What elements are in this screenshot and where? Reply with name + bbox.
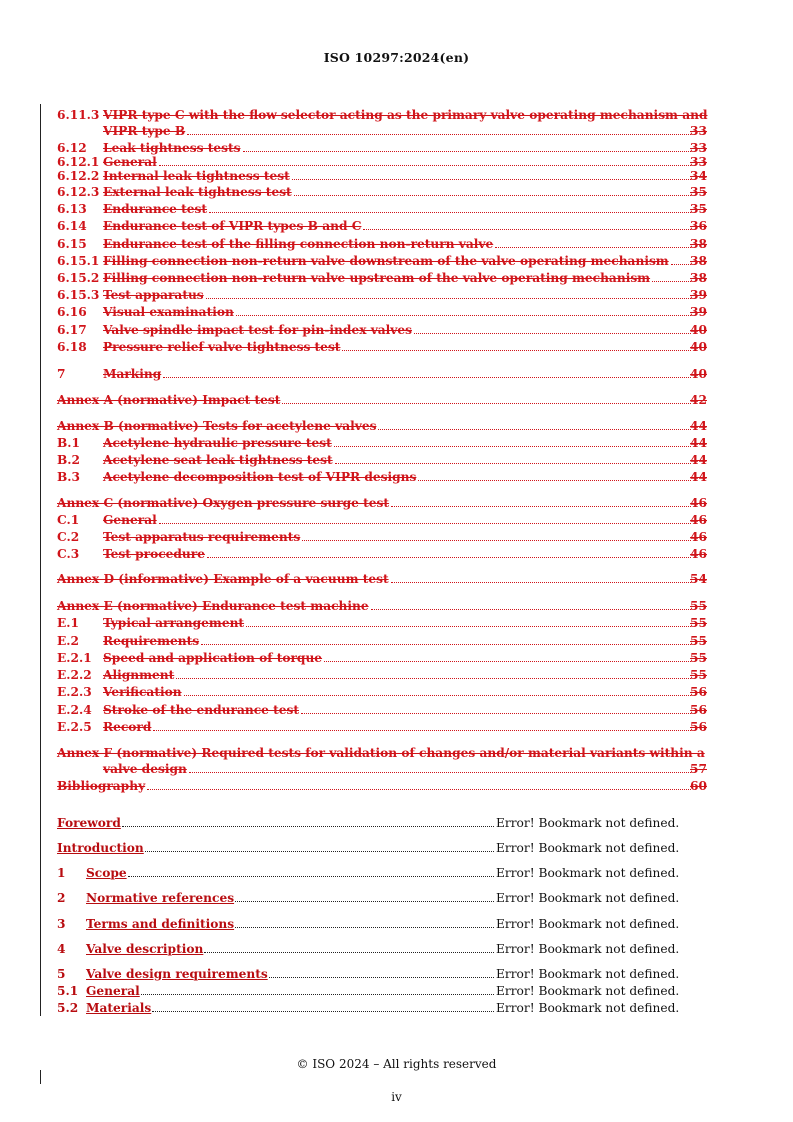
toc-entry-label	[57, 703, 299, 717]
toc-entry-deleted[interactable]	[57, 599, 707, 613]
toc-entry-label	[57, 202, 207, 216]
bookmark-error-text: Error! Bookmark not defined.	[496, 967, 680, 981]
toc-entry-number: C.1	[57, 513, 80, 527]
toc-entry-title: Acetylene seat leak tightness test	[103, 453, 333, 467]
toc-entry-title: Scope	[86, 866, 127, 880]
toc-entry-number: 7	[57, 367, 66, 381]
toc-entry-deleted[interactable]	[57, 323, 707, 337]
toc-entry-number: 6.18	[57, 340, 87, 354]
toc-entry-label	[57, 393, 280, 407]
toc-entry-label	[57, 668, 174, 682]
toc-entry-page: 44	[690, 453, 707, 467]
toc-entry-title: Speed and application of torque	[103, 651, 323, 665]
toc-entry-deleted[interactable]	[57, 470, 707, 484]
page-number: iv	[391, 1090, 402, 1104]
toc-entry-label	[57, 942, 203, 956]
bookmark-error-text: Error! Bookmark not defined.	[496, 984, 680, 998]
toc-dot-leader	[371, 609, 691, 610]
document-header: ISO 10297:2024(en)	[323, 50, 470, 65]
toc-entry-label	[57, 746, 705, 760]
toc-entry-title: Internal leak tightness test	[103, 169, 290, 183]
toc-entry-title: Materials	[86, 1001, 152, 1015]
toc-entry-label	[57, 340, 340, 354]
toc-entry-number: 4	[57, 942, 66, 956]
toc-dot-leader	[176, 678, 691, 679]
toc-entry-label	[57, 367, 161, 381]
toc-entry-title: Valve spindle impact test for pin-index valves	[103, 323, 413, 337]
toc-entry-title: Foreword	[57, 816, 121, 830]
toc-entry-label	[57, 685, 182, 699]
toc-entry-label	[57, 891, 234, 905]
toc-entry-label	[57, 419, 376, 433]
bookmark-error-text: Error! Bookmark not defined.	[496, 942, 680, 956]
toc-entry-deleted[interactable]	[57, 496, 707, 510]
toc-entry-number: 6.17	[57, 323, 87, 337]
toc-entry-number: 6.15.1	[57, 254, 100, 268]
toc-entry-title: Acetylene decomposition test of VIPR designs	[103, 470, 417, 484]
toc-entry-title: Record	[103, 720, 152, 734]
toc-entry-deleted[interactable]	[57, 169, 707, 183]
toc-entry-deleted[interactable]	[57, 108, 707, 122]
toc-entry-label	[57, 185, 292, 199]
toc-dot-leader	[207, 557, 691, 558]
toc-entry-deleted[interactable]	[57, 779, 707, 793]
toc-entry-deleted[interactable]	[57, 436, 707, 450]
toc-entry-label	[57, 917, 234, 931]
toc-entry-title: General	[103, 513, 157, 527]
toc-entry-page: 33	[690, 124, 707, 138]
toc-entry-number: 6.12.1	[57, 155, 100, 169]
toc-entry-deleted[interactable]	[57, 453, 707, 467]
toc-entry-number: C.2	[57, 530, 80, 544]
toc-entry-inserted[interactable]	[57, 984, 707, 998]
toc-entry-label	[57, 513, 157, 527]
toc-entry-title: Annex B (normative) Tests for acetylene valves	[57, 419, 377, 433]
toc-entry-page: 46	[690, 530, 707, 544]
toc-entry-label	[57, 984, 140, 998]
toc-entry-page: 35	[690, 185, 707, 199]
toc-entry-title: Annex D (informative) Example of a vacuum test	[57, 572, 389, 586]
toc-entry-number: 6.15	[57, 237, 87, 251]
toc-entry-number: B.3	[57, 470, 81, 484]
toc-entry-number: 6.13	[57, 202, 87, 216]
toc-entry-title: Valve description	[86, 942, 204, 956]
toc-dot-leader	[302, 540, 691, 541]
toc-entry-label	[57, 599, 369, 613]
toc-entry-label	[57, 572, 389, 586]
toc-entry-title-cont: valve design	[103, 762, 187, 776]
toc-entry-title: Endurance test	[103, 202, 208, 216]
toc-entry-label	[57, 651, 322, 665]
toc-entry-title: Annex E (normative) Endurance test machine	[57, 599, 369, 613]
toc-entry-number: 1	[57, 866, 66, 880]
toc-dot-leader	[187, 134, 691, 135]
toc-entry-label	[57, 271, 650, 285]
toc-entry-number: B.1	[57, 436, 81, 450]
toc-entry-number: C.3	[57, 547, 80, 561]
toc-dot-leader	[391, 582, 691, 583]
toc-entry-page: 56	[690, 703, 707, 717]
toc-entry-deleted[interactable]	[57, 305, 707, 319]
toc-dot-leader	[334, 446, 691, 447]
toc-entry-title: Pressure relief valve tightness test	[103, 340, 341, 354]
toc-entry-label	[57, 967, 268, 981]
toc-entry-inserted[interactable]	[57, 967, 707, 981]
toc-entry-page: 44	[690, 470, 707, 484]
toc-entry-page: 55	[690, 616, 707, 630]
toc-dot-leader	[363, 229, 691, 230]
toc-entry-page: 55	[690, 651, 707, 665]
toc-entry-title: Annex C (normative) Oxygen pressure surge test	[57, 496, 390, 510]
toc-entry-deleted[interactable]	[57, 185, 707, 199]
toc-entry-inserted[interactable]	[57, 942, 707, 956]
toc-entry-deleted[interactable]	[57, 634, 707, 648]
toc-entry-page: 54	[690, 572, 707, 586]
toc-entry-deleted[interactable]	[57, 219, 707, 233]
toc-entry-deleted[interactable]	[57, 393, 707, 407]
toc-entry-page: 34	[690, 169, 707, 183]
toc-entry-page: 38	[690, 271, 707, 285]
toc-entry-label	[57, 141, 241, 155]
toc-entry-number: E.2.5	[57, 720, 92, 734]
toc-entry-page: 40	[690, 340, 707, 354]
toc-entry-title: Test apparatus	[103, 288, 204, 302]
toc-dot-leader	[122, 826, 494, 827]
toc-entry-title: Test apparatus requirements	[103, 530, 301, 544]
toc-dot-leader	[324, 661, 691, 662]
toc-entry-label	[57, 453, 333, 467]
toc-entry-title: Annex F (normative) Required tests for validation of changes and/or material variants within a	[57, 746, 705, 760]
toc-entry-title: Normative references	[86, 891, 235, 905]
toc-entry-deleted[interactable]	[57, 547, 707, 561]
toc-dot-leader	[671, 264, 691, 265]
toc-entry-label	[57, 219, 361, 233]
toc-dot-leader	[163, 377, 691, 378]
toc-entry-deleted[interactable]	[57, 746, 707, 760]
toc-entry-continuation	[57, 124, 707, 138]
toc-entry-page: 56	[690, 720, 707, 734]
toc-entry-label	[57, 616, 244, 630]
toc-entry-number: E.2.3	[57, 685, 92, 699]
toc-entry-number: E.2.2	[57, 668, 92, 682]
toc-dot-leader	[652, 281, 691, 282]
toc-entry-page: 57	[690, 762, 707, 776]
toc-entry-title: Test procedure	[103, 547, 205, 561]
toc-dot-leader	[204, 952, 494, 953]
toc-entry-label	[57, 155, 157, 169]
toc-dot-leader	[246, 626, 691, 627]
toc-entry-label	[57, 305, 234, 319]
change-bar	[40, 104, 41, 1016]
toc-dot-leader	[128, 876, 494, 877]
toc-dot-leader	[145, 851, 494, 852]
toc-entry-page: 55	[690, 668, 707, 682]
toc-entry-page: 55	[690, 599, 707, 613]
toc-entry-deleted[interactable]	[57, 340, 707, 354]
toc-dot-leader	[301, 713, 691, 714]
toc-dot-leader	[282, 403, 691, 404]
toc-entry-title: Bibliography	[57, 779, 146, 793]
toc-entry-inserted[interactable]	[57, 917, 707, 931]
copyright-footer: © ISO 2024 – All rights reserved	[296, 1057, 497, 1071]
toc-dot-leader	[378, 429, 691, 430]
toc-entry-title: Requirements	[103, 634, 200, 648]
toc-dot-leader	[153, 730, 691, 731]
toc-dot-leader	[147, 789, 691, 790]
toc-entry-page: 55	[690, 634, 707, 648]
toc-entry-number: 2	[57, 891, 66, 905]
toc-entry-label	[57, 841, 144, 855]
toc-entry-deleted[interactable]	[57, 616, 707, 630]
toc-entry-number: 3	[57, 917, 66, 931]
toc-entry-number: 6.12	[57, 141, 87, 155]
toc-entry-label	[57, 237, 493, 251]
toc-entry-title: Marking	[103, 367, 162, 381]
toc-entry-page: 40	[690, 323, 707, 337]
toc-entry-page: 42	[690, 393, 707, 407]
toc-entry-deleted[interactable]	[57, 720, 707, 734]
toc-entry-title: VIPR type C with the flow selector acting as the primary valve operating mechanism and	[103, 108, 708, 122]
bookmark-error-text: Error! Bookmark not defined.	[496, 1001, 680, 1015]
toc-entry-number: 5.1	[57, 984, 79, 998]
toc-entry-label	[57, 547, 205, 561]
toc-entry-label	[57, 634, 199, 648]
toc-entry-inserted[interactable]	[57, 841, 707, 855]
toc-entry-page: 35	[690, 202, 707, 216]
toc-dot-leader	[206, 298, 691, 299]
toc-entry-label	[57, 496, 389, 510]
toc-entry-label	[57, 470, 416, 484]
toc-entry-deleted[interactable]	[57, 513, 707, 527]
toc-entry-title: Endurance test of the filling connection non-return valve	[103, 237, 494, 251]
toc-entry-deleted[interactable]	[57, 237, 707, 251]
toc-entry-title: Terms and definitions	[86, 917, 235, 931]
toc-dot-leader	[495, 247, 691, 248]
bookmark-error-text: Error! Bookmark not defined.	[496, 866, 680, 880]
toc-entry-title: General	[103, 155, 157, 169]
toc-entry-label	[57, 169, 290, 183]
toc-entry-title: External leak tightness test	[103, 185, 292, 199]
toc-dot-leader	[189, 772, 691, 773]
toc-entry-continuation	[57, 762, 707, 776]
toc-entry-page: 36	[690, 219, 707, 233]
toc-dot-leader	[235, 901, 494, 902]
toc-entry-page: 44	[690, 436, 707, 450]
toc-entry-title-cont: VIPR type B	[103, 124, 186, 138]
bookmark-error-text: Error! Bookmark not defined.	[496, 917, 680, 931]
toc-entry-title: Typical arrangement	[103, 616, 245, 630]
toc-entry-deleted[interactable]	[57, 271, 707, 285]
toc-dot-leader	[335, 463, 691, 464]
toc-entry-inserted[interactable]	[57, 1001, 707, 1015]
toc-entry-page: 46	[690, 547, 707, 561]
toc-entry-label	[57, 254, 669, 268]
toc-entry-title: Endurance test of VIPR types B and C	[103, 219, 362, 233]
toc-entry-deleted[interactable]	[57, 572, 707, 586]
toc-entry-label	[57, 323, 412, 337]
toc-entry-page: 56	[690, 685, 707, 699]
toc-entry-title: Leak tightness tests	[103, 141, 241, 155]
toc-entry-number: 6.15.3	[57, 288, 100, 302]
toc-entry-number: 6.11.3	[57, 108, 100, 122]
toc-dot-leader	[418, 480, 691, 481]
toc-entry-title: Annex A (normative) Impact test	[57, 393, 281, 407]
toc-entry-page: 39	[690, 305, 707, 319]
toc-entry-page: 60	[690, 779, 707, 793]
bookmark-error-text: Error! Bookmark not defined.	[496, 891, 680, 905]
toc-entry-title: Valve design requirements	[86, 967, 268, 981]
toc-dot-leader	[243, 151, 692, 152]
toc-dot-leader	[342, 350, 691, 351]
toc-entry-deleted[interactable]	[57, 530, 707, 544]
toc-entry-page: 33	[690, 141, 707, 155]
toc-entry-page: 38	[690, 237, 707, 251]
toc-entry-label	[57, 436, 332, 450]
toc-entry-number: 6.16	[57, 305, 87, 319]
toc-entry-inserted[interactable]	[57, 891, 707, 905]
toc-dot-leader	[391, 506, 691, 507]
toc-entry-deleted[interactable]	[57, 367, 707, 381]
toc-entry-title: Filling connection non-return valve upstream of the valve operating mechanism	[103, 271, 651, 285]
toc-entry-number: E.2	[57, 634, 80, 648]
toc-entry-deleted[interactable]	[57, 254, 707, 268]
toc-entry-title: Acetylene hydraulic pressure test	[103, 436, 332, 450]
toc-entry-number: 5	[57, 967, 66, 981]
toc-entry-deleted[interactable]	[57, 155, 707, 169]
toc-entry-page: 40	[690, 367, 707, 381]
toc-entry-label	[57, 530, 300, 544]
toc-entry-title: Verification	[103, 685, 182, 699]
toc-dot-leader	[236, 315, 691, 316]
toc-entry-number: 6.14	[57, 219, 87, 233]
toc-entry-label	[57, 288, 204, 302]
toc-entry-title: General	[86, 984, 140, 998]
toc-entry-label	[57, 816, 121, 830]
toc-dot-leader	[201, 644, 691, 645]
toc-entry-page: 44	[690, 419, 707, 433]
toc-entry-title: Filling connection non-return valve downstream of the valve operating mechanism	[103, 254, 669, 268]
toc-entry-number: B.2	[57, 453, 81, 467]
toc-entry-label	[57, 108, 707, 122]
toc-entry-number: E.1	[57, 616, 80, 630]
toc-dot-leader	[235, 927, 494, 928]
toc-entry-number: E.2.1	[57, 651, 92, 665]
toc-entry-page: 46	[690, 513, 707, 527]
toc-dot-leader	[141, 994, 494, 995]
toc-dot-leader	[209, 212, 691, 213]
toc-dot-leader	[292, 179, 691, 180]
toc-entry-label	[57, 779, 145, 793]
toc-dot-leader	[184, 695, 691, 696]
toc-entry-deleted[interactable]	[57, 703, 707, 717]
toc-entry-number: 6.15.2	[57, 271, 100, 285]
bookmark-error-text: Error! Bookmark not defined.	[496, 841, 680, 855]
toc-entry-number: 6.12.2	[57, 169, 100, 183]
toc-entry-number: E.2.4	[57, 703, 92, 717]
toc-entry-inserted[interactable]	[57, 866, 707, 880]
toc-entry-deleted[interactable]	[57, 668, 707, 682]
toc-entry-number: 6.12.3	[57, 185, 100, 199]
toc-entry-title: Alignment	[103, 668, 175, 682]
toc-dot-leader	[294, 195, 691, 196]
toc-entry-deleted[interactable]	[57, 288, 707, 302]
toc-dot-leader	[159, 165, 691, 166]
bookmark-error-text: Error! Bookmark not defined.	[496, 816, 680, 830]
toc-dot-leader	[414, 333, 691, 334]
toc-entry-label	[57, 720, 151, 734]
toc-entry-deleted[interactable]	[57, 685, 707, 699]
toc-entry-title: Visual examination	[103, 305, 234, 319]
toc-entry-deleted[interactable]	[57, 141, 707, 155]
toc-entry-label	[57, 1001, 151, 1015]
toc-dot-leader	[269, 977, 494, 978]
toc-entry-title: Stroke of the endurance test	[103, 703, 299, 717]
toc-entry-number: 5.2	[57, 1001, 79, 1015]
toc-entry-page: 33	[690, 155, 707, 169]
toc-dot-leader	[159, 523, 691, 524]
toc-dot-leader	[152, 1011, 494, 1012]
toc-entry-deleted[interactable]	[57, 419, 707, 433]
change-bar-footer	[40, 1070, 41, 1084]
toc-entry-deleted[interactable]	[57, 202, 707, 216]
toc-entry-label	[57, 866, 127, 880]
toc-entry-page: 38	[690, 254, 707, 268]
toc-entry-deleted[interactable]	[57, 651, 707, 665]
toc-entry-page: 39	[690, 288, 707, 302]
toc-entry-page: 46	[690, 496, 707, 510]
toc-entry-title: Introduction	[57, 841, 144, 855]
toc-entry-inserted[interactable]	[57, 816, 707, 830]
